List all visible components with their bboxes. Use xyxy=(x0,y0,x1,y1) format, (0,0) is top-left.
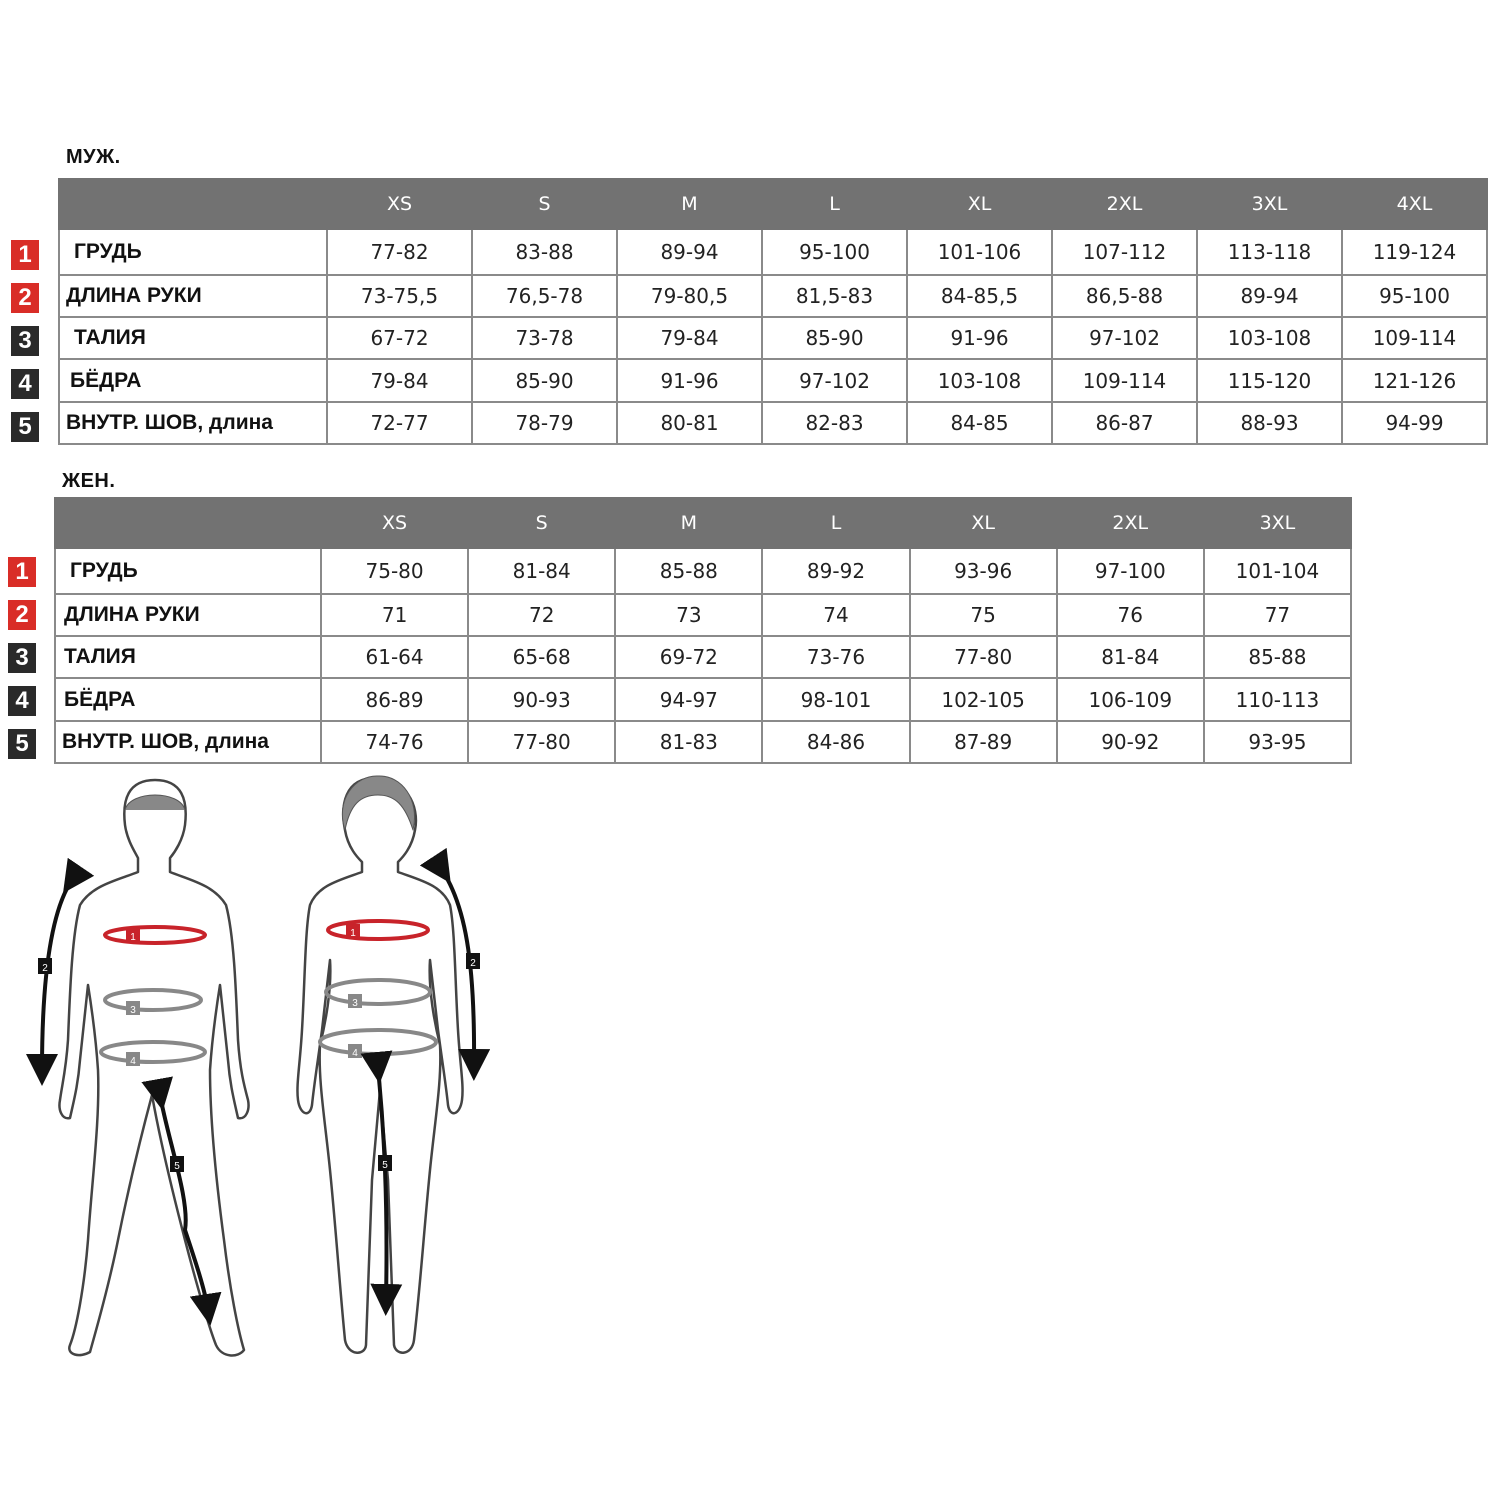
women-row-1-badge: 1 xyxy=(8,557,36,587)
women-size-header: S xyxy=(468,498,615,548)
table-cell: 101-106 xyxy=(907,229,1052,275)
table-row xyxy=(55,678,1351,721)
table-cell: 121-126 xyxy=(1342,359,1487,402)
table-cell: 90-92 xyxy=(1057,721,1204,763)
table-cell: 89-94 xyxy=(1197,275,1342,317)
table-row xyxy=(55,721,1351,763)
table-cell: 65-68 xyxy=(468,636,615,678)
men-size-header: L xyxy=(762,179,907,229)
table-row xyxy=(55,548,1351,594)
row-label: ГРУДЬ xyxy=(59,229,327,275)
table-cell: 79-84 xyxy=(327,359,472,402)
table-cell: 98-101 xyxy=(762,678,909,721)
table-cell: 71 xyxy=(321,594,468,636)
women-row-3-badge: 3 xyxy=(8,643,36,673)
row-label: ТАЛИЯ xyxy=(55,636,321,678)
table-row xyxy=(59,229,1487,275)
table-cell: 102-105 xyxy=(910,678,1057,721)
table-cell: 93-95 xyxy=(1204,721,1351,763)
svg-text:3: 3 xyxy=(130,1005,136,1016)
table-cell: 87-89 xyxy=(910,721,1057,763)
table-cell: 69-72 xyxy=(615,636,762,678)
table-cell: 73-78 xyxy=(472,317,617,359)
men-size-table xyxy=(58,178,1488,445)
men-size-header: 3XL xyxy=(1197,179,1342,229)
table-cell: 74 xyxy=(762,594,909,636)
table-cell: 119-124 xyxy=(1342,229,1487,275)
svg-text:5: 5 xyxy=(174,1161,180,1172)
men-section-title: МУЖ. xyxy=(66,146,121,168)
men-size-header: S xyxy=(472,179,617,229)
row-label: ВНУТР. ШОВ, длина xyxy=(59,402,327,444)
table-row xyxy=(59,402,1487,444)
table-cell: 110-113 xyxy=(1204,678,1351,721)
table-cell: 72 xyxy=(468,594,615,636)
table-cell: 97-102 xyxy=(762,359,907,402)
female-figure-icon xyxy=(297,776,462,1353)
table-cell: 72-77 xyxy=(327,402,472,444)
table-cell: 67-72 xyxy=(327,317,472,359)
table-cell: 91-96 xyxy=(617,359,762,402)
women-size-table xyxy=(54,497,1352,764)
row-label: ДЛИНА РУКИ xyxy=(55,594,321,636)
svg-text:1: 1 xyxy=(350,928,356,939)
table-cell: 81-84 xyxy=(468,548,615,594)
table-cell: 81-83 xyxy=(615,721,762,763)
table-cell: 97-102 xyxy=(1052,317,1197,359)
women-size-header: 3XL xyxy=(1204,498,1351,548)
table-cell: 75-80 xyxy=(321,548,468,594)
table-cell: 101-104 xyxy=(1204,548,1351,594)
row-label: ТАЛИЯ xyxy=(59,317,327,359)
table-cell: 89-92 xyxy=(762,548,909,594)
table-cell: 73-75,5 xyxy=(327,275,472,317)
table-cell: 77 xyxy=(1204,594,1351,636)
table-row xyxy=(55,594,1351,636)
table-cell: 86-89 xyxy=(321,678,468,721)
table-cell: 77-82 xyxy=(327,229,472,275)
table-cell: 85-90 xyxy=(472,359,617,402)
women-row-5-badge: 5 xyxy=(8,729,36,759)
table-cell: 95-100 xyxy=(762,229,907,275)
row-label: БЁДРА xyxy=(55,678,321,721)
table-row xyxy=(59,317,1487,359)
table-cell: 91-96 xyxy=(907,317,1052,359)
table-cell: 106-109 xyxy=(1057,678,1204,721)
table-cell: 85-90 xyxy=(762,317,907,359)
table-cell: 76 xyxy=(1057,594,1204,636)
table-cell: 77-80 xyxy=(468,721,615,763)
table-cell: 81,5-83 xyxy=(762,275,907,317)
men-size-header: M xyxy=(617,179,762,229)
table-cell: 84-86 xyxy=(762,721,909,763)
table-cell: 78-79 xyxy=(472,402,617,444)
svg-text:1: 1 xyxy=(130,932,136,943)
table-cell: 93-96 xyxy=(910,548,1057,594)
table-cell: 86-87 xyxy=(1052,402,1197,444)
table-cell: 107-112 xyxy=(1052,229,1197,275)
women-size-header: M xyxy=(615,498,762,548)
row-label: БЁДРА xyxy=(59,359,327,402)
svg-text:5: 5 xyxy=(382,1160,388,1171)
table-cell: 113-118 xyxy=(1197,229,1342,275)
women-size-header: 2XL xyxy=(1057,498,1204,548)
table-cell: 115-120 xyxy=(1197,359,1342,402)
table-cell: 94-97 xyxy=(615,678,762,721)
women-row-2-badge: 2 xyxy=(8,600,36,630)
women-header-row xyxy=(55,498,1351,548)
women-size-header: XS xyxy=(321,498,468,548)
row-label: ДЛИНА РУКИ xyxy=(59,275,327,317)
table-row xyxy=(59,359,1487,402)
men-size-header: XS xyxy=(327,179,472,229)
women-size-header: L xyxy=(762,498,909,548)
women-size-header: XL xyxy=(910,498,1057,548)
table-cell: 103-108 xyxy=(907,359,1052,402)
table-cell: 85-88 xyxy=(615,548,762,594)
men-row-1-badge: 1 xyxy=(11,240,39,270)
table-cell: 84-85,5 xyxy=(907,275,1052,317)
table-cell: 79-84 xyxy=(617,317,762,359)
male-measurements xyxy=(38,880,208,1310)
men-header-row xyxy=(59,179,1487,229)
table-cell: 84-85 xyxy=(907,402,1052,444)
men-size-header: 4XL xyxy=(1342,179,1487,229)
table-cell: 61-64 xyxy=(321,636,468,678)
men-size-header: XL xyxy=(907,179,1052,229)
table-cell: 109-114 xyxy=(1342,317,1487,359)
svg-text:4: 4 xyxy=(130,1056,136,1067)
svg-text:2: 2 xyxy=(470,958,476,969)
table-cell: 109-114 xyxy=(1052,359,1197,402)
measurement-figures xyxy=(0,770,520,1370)
women-section-title: ЖЕН. xyxy=(62,470,116,492)
women-row-4-badge: 4 xyxy=(8,686,36,716)
table-cell: 79-80,5 xyxy=(617,275,762,317)
men-row-2-badge: 2 xyxy=(11,283,39,313)
male-figure-icon xyxy=(59,780,248,1355)
table-row xyxy=(55,636,1351,678)
table-cell: 73-76 xyxy=(762,636,909,678)
table-cell: 76,5-78 xyxy=(472,275,617,317)
row-label: ВНУТР. ШОВ, длина xyxy=(55,721,321,763)
table-cell: 88-93 xyxy=(1197,402,1342,444)
table-cell: 97-100 xyxy=(1057,548,1204,594)
men-row-4-badge: 4 xyxy=(11,369,39,399)
table-cell: 73 xyxy=(615,594,762,636)
men-header-blank xyxy=(59,179,327,229)
women-header-blank xyxy=(55,498,321,548)
female-measurements xyxy=(320,870,480,1300)
men-size-header: 2XL xyxy=(1052,179,1197,229)
men-row-5-badge: 5 xyxy=(11,412,39,442)
table-cell: 82-83 xyxy=(762,402,907,444)
table-cell: 95-100 xyxy=(1342,275,1487,317)
table-cell: 94-99 xyxy=(1342,402,1487,444)
svg-text:2: 2 xyxy=(42,963,48,974)
table-cell: 80-81 xyxy=(617,402,762,444)
table-row xyxy=(59,275,1487,317)
svg-text:3: 3 xyxy=(352,998,358,1009)
table-cell: 85-88 xyxy=(1204,636,1351,678)
table-cell: 83-88 xyxy=(472,229,617,275)
table-cell: 81-84 xyxy=(1057,636,1204,678)
table-cell: 75 xyxy=(910,594,1057,636)
svg-text:4: 4 xyxy=(352,1048,358,1059)
table-cell: 103-108 xyxy=(1197,317,1342,359)
men-row-3-badge: 3 xyxy=(11,326,39,356)
table-cell: 90-93 xyxy=(468,678,615,721)
table-cell: 77-80 xyxy=(910,636,1057,678)
table-cell: 86,5-88 xyxy=(1052,275,1197,317)
table-cell: 89-94 xyxy=(617,229,762,275)
table-cell: 74-76 xyxy=(321,721,468,763)
row-label: ГРУДЬ xyxy=(55,548,321,594)
